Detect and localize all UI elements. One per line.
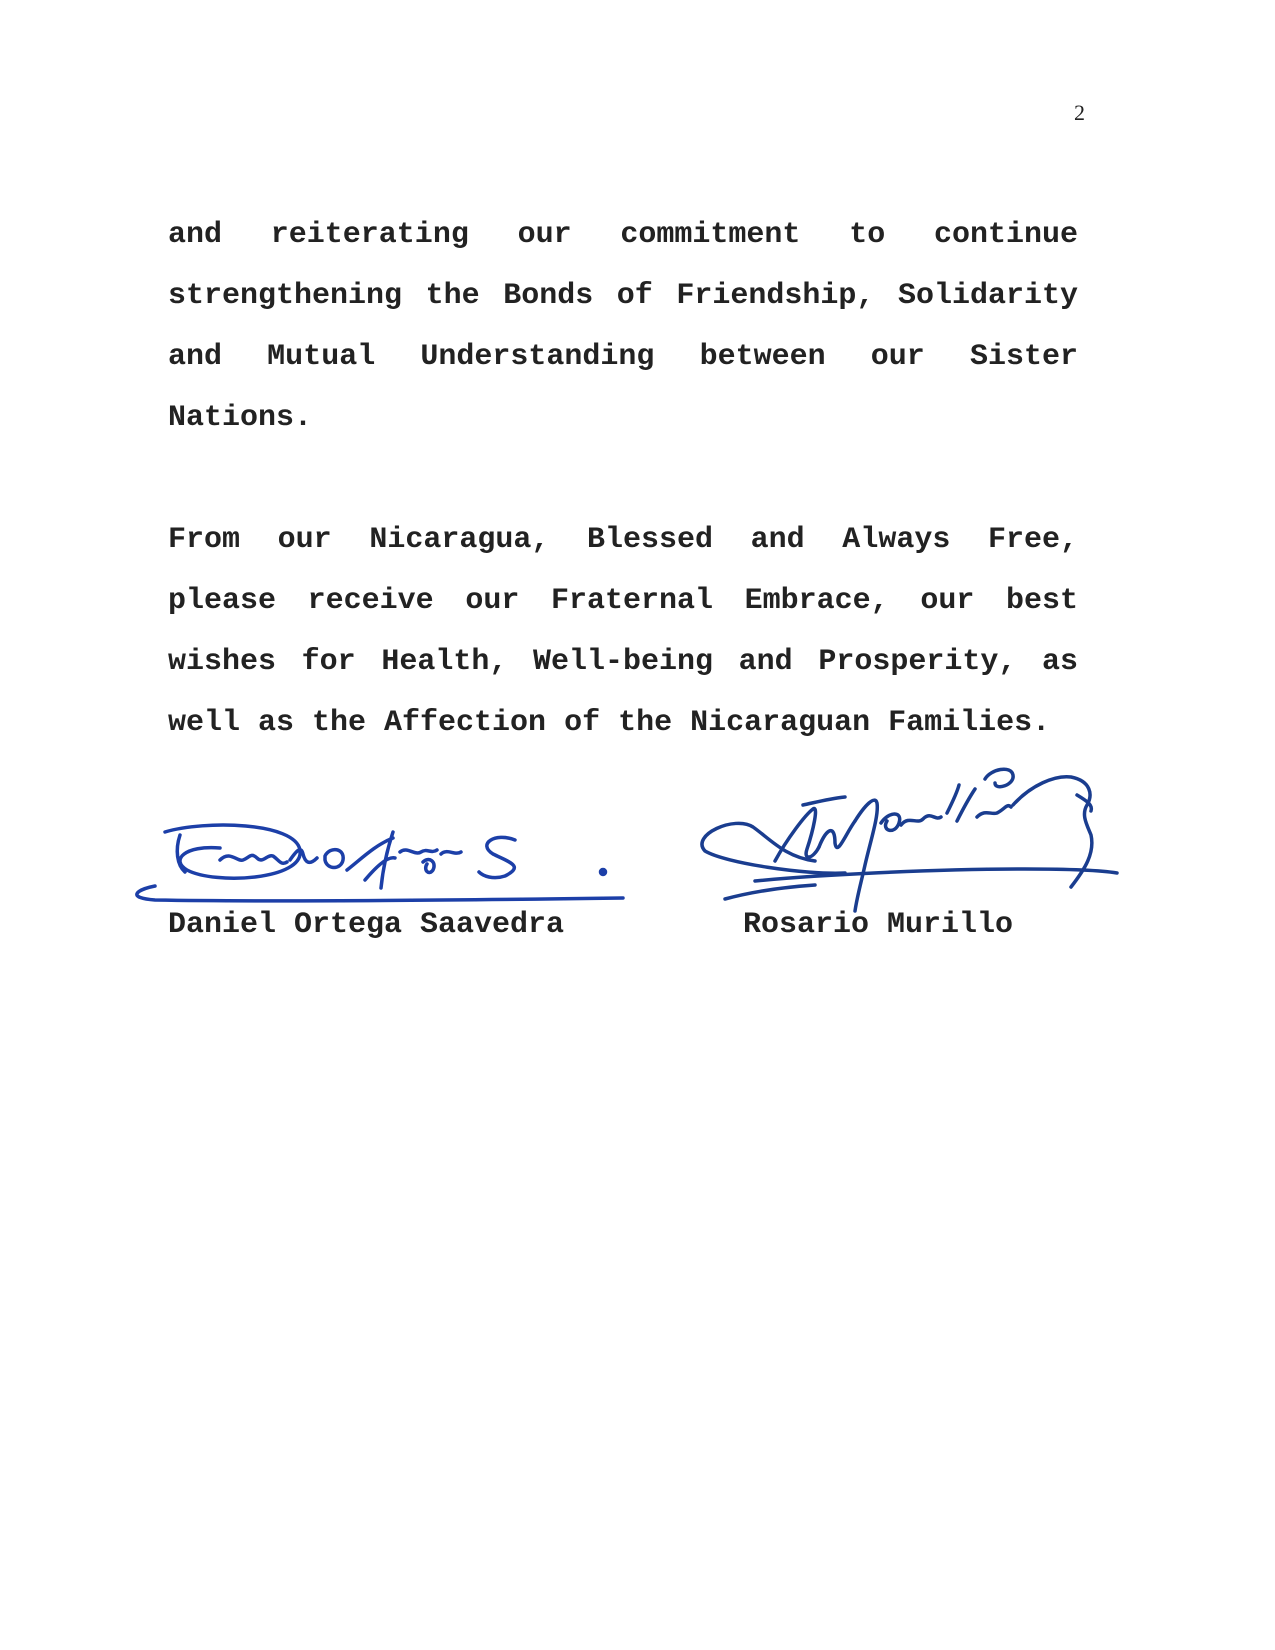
page-number: 2 [1074, 100, 1085, 125]
signature-rosario-murillo [695, 765, 1125, 925]
signer-name-daniel-ortega: Daniel Ortega Saavedra [168, 908, 565, 942]
signature-daniel-ortega [125, 810, 645, 915]
paragraph-commitment: and reiterating our commitment to continue strengthening the Bonds of Friendship, Solidarity and Mutual Understanding between our Sister Nations. [168, 218, 1078, 435]
signer-name-rosario-murillo: Rosario Murillo [743, 908, 1014, 942]
paragraph-greetings: From our Nicaragua, Blessed and Always Free, please receive our Fraternal Embrace, our best wishes for Health, Well-being and Prosperity, as well as the Affection of the Nicaraguan Families. [168, 523, 1078, 740]
letter-body [168, 205, 1078, 754]
